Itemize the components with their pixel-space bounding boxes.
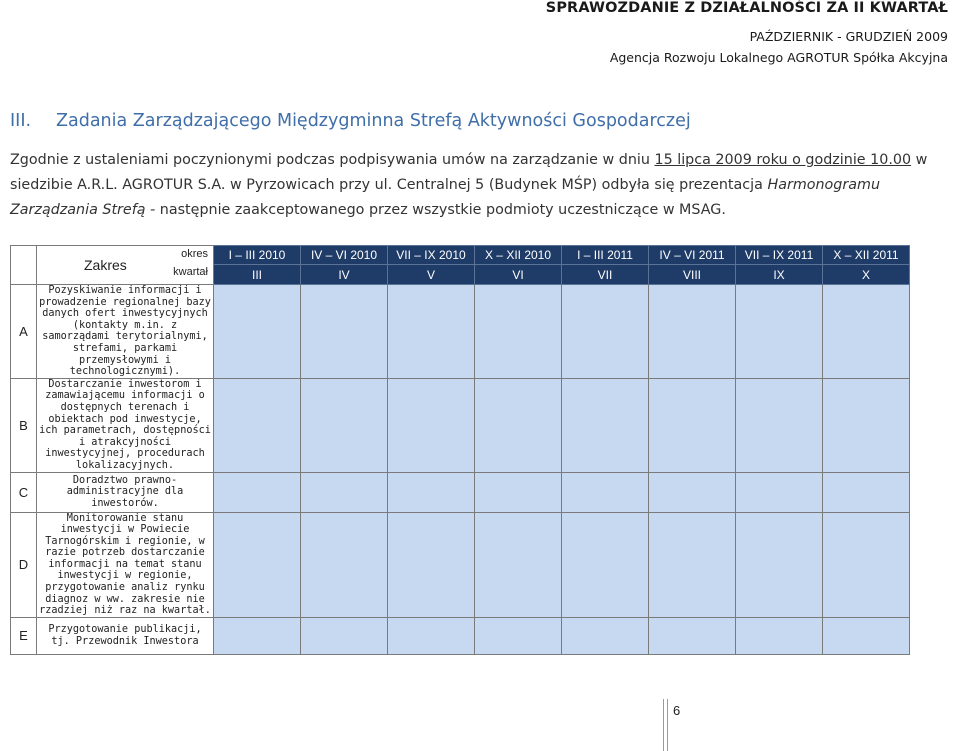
period-range-4: X – XII 2010 xyxy=(475,246,562,265)
schedule-cell xyxy=(823,285,910,379)
paragraph-text-2: w siedzibie A.R.L. AGROTUR S.A. w Pyrzowicach przy ul. Centralnej 5 (Budynek MŚP) odbyła się prezentacja xyxy=(10,152,928,193)
section-number: III. xyxy=(10,111,32,131)
page-number-box xyxy=(663,699,695,751)
schedule-cell xyxy=(214,472,301,512)
paragraph-text-3: - następnie zaakceptowanego przez wszystkie podmioty uczestniczące w MSAG. xyxy=(145,202,726,218)
quarter-number-7: IX xyxy=(736,265,823,285)
schedule-cell xyxy=(562,285,649,379)
row-letter: C xyxy=(11,472,37,512)
section-title: Zadania Zarządzającego Międzygminna Strefą Aktywności Gospodarczej xyxy=(56,111,691,131)
schedule-cell xyxy=(736,378,823,472)
schedule-name: Harmonogramu Zarządzania Strefą xyxy=(10,177,881,218)
schedule-cell xyxy=(562,472,649,512)
schedule-table xyxy=(10,245,910,655)
schedule-cell xyxy=(388,472,475,512)
schedule-cell xyxy=(475,472,562,512)
kwartal-label: kwartał xyxy=(173,266,208,278)
report-title: SPRAWOZDANIE Z DZIAŁALNOŚCI ZA II KWARTAŁ xyxy=(545,0,948,16)
schedule-cell xyxy=(562,378,649,472)
table-row xyxy=(11,378,910,472)
schedule-cell xyxy=(388,378,475,472)
period-range-5: I – III 2011 xyxy=(562,246,649,265)
period-range-7: VII – IX 2011 xyxy=(736,246,823,265)
schedule-cell xyxy=(649,285,736,379)
schedule-cell xyxy=(649,617,736,654)
task-description: Monitorowanie stanu inwestycji w Powiecie Tarnogórskim i regionie, w razie potrzeb dostarczanie informacji na temat stanu inwestycji w regionie, przygotowanie analiz rynku diagnoz w ww. zakresie nie rzadziej niż raz na kwartał. xyxy=(37,512,214,617)
schedule-cell xyxy=(736,617,823,654)
schedule-cell xyxy=(214,512,301,617)
quarter-number-3: V xyxy=(388,265,475,285)
page-number: 6 xyxy=(673,703,681,718)
row-letter: B xyxy=(11,378,37,472)
period-range-1: I – III 2010 xyxy=(214,246,301,265)
schedule-cell xyxy=(823,378,910,472)
period-range-3: VII – IX 2010 xyxy=(388,246,475,265)
row-letter: E xyxy=(11,617,37,654)
schedule-cell xyxy=(388,285,475,379)
section-heading xyxy=(10,111,691,131)
intro-paragraph xyxy=(10,148,952,223)
schedule-cell xyxy=(301,617,388,654)
header-blank-cell xyxy=(11,246,37,285)
schedule-cell xyxy=(214,378,301,472)
task-description: Pozyskiwanie informacji i prowadzenie regionalnej bazy danych ofert inwestycyjnych (kontakty m.in. z samorządami terytorialnymi, strefami, parkami przemysłowymi i technologicznymi). xyxy=(37,285,214,379)
schedule-cell xyxy=(736,472,823,512)
table-row xyxy=(11,617,910,654)
schedule-cell xyxy=(475,512,562,617)
quarter-number-6: VIII xyxy=(649,265,736,285)
schedule-cell xyxy=(649,512,736,617)
period-range-2: IV – VI 2010 xyxy=(301,246,388,265)
schedule-cell xyxy=(736,285,823,379)
page-number-rule xyxy=(663,699,664,751)
table-row xyxy=(11,285,910,379)
meeting-date: 15 lipca 2009 roku o godzinie 10.00 xyxy=(654,152,912,168)
company-name: Agencja Rozwoju Lokalnego AGROTUR Spółka Akcyjna xyxy=(609,50,948,65)
schedule-cell xyxy=(562,617,649,654)
quarter-number-1: III xyxy=(214,265,301,285)
task-description: Przygotowanie publikacji, tj. Przewodnik Inwestora xyxy=(37,617,214,654)
table-row xyxy=(11,512,910,617)
quarter-number-2: IV xyxy=(301,265,388,285)
task-description: Doradztwo prawno-administracyjne dla inwestorów. xyxy=(37,472,214,512)
schedule-cell xyxy=(823,512,910,617)
period-range-6: IV – VI 2011 xyxy=(649,246,736,265)
schedule-cell xyxy=(649,378,736,472)
schedule-cell xyxy=(301,472,388,512)
schedule-cell xyxy=(562,512,649,617)
schedule-cell xyxy=(214,617,301,654)
schedule-cell xyxy=(736,512,823,617)
schedule-cell xyxy=(301,512,388,617)
schedule-cell xyxy=(301,285,388,379)
page-number-rule xyxy=(667,699,668,751)
schedule-cell xyxy=(475,285,562,379)
period-range-8: X – XII 2011 xyxy=(823,246,910,265)
quarter-number-8: X xyxy=(823,265,910,285)
row-letter: D xyxy=(11,512,37,617)
schedule-cell xyxy=(475,617,562,654)
zakres-label: Zakres xyxy=(84,257,127,273)
schedule-cell xyxy=(823,617,910,654)
zakres-header-cell xyxy=(37,246,214,285)
schedule-cell xyxy=(388,512,475,617)
schedule-cell xyxy=(475,378,562,472)
paragraph-text-1: Zgodnie z ustaleniami poczynionymi podczas podpisywania umów na zarządzanie w dniu xyxy=(10,152,655,168)
row-letter: A xyxy=(11,285,37,379)
schedule-cell xyxy=(388,617,475,654)
task-description: Dostarczanie inwestorom i zamawiającemu informacji o dostępnych terenach i obiektach pod inwestycje, ich parametrach, dostępności i atrakcyjności inwestycyjnej, procedurach lokalizacyjnych. xyxy=(37,378,214,472)
schedule-cell xyxy=(823,472,910,512)
report-period: PAŹDZIERNIK - GRUDZIEŃ 2009 xyxy=(749,29,948,44)
schedule-cell xyxy=(301,378,388,472)
schedule-cell xyxy=(649,472,736,512)
quarter-number-4: VI xyxy=(475,265,562,285)
table-row xyxy=(11,472,910,512)
schedule-cell xyxy=(214,285,301,379)
quarter-number-5: VII xyxy=(562,265,649,285)
okres-label: okres xyxy=(181,248,208,260)
